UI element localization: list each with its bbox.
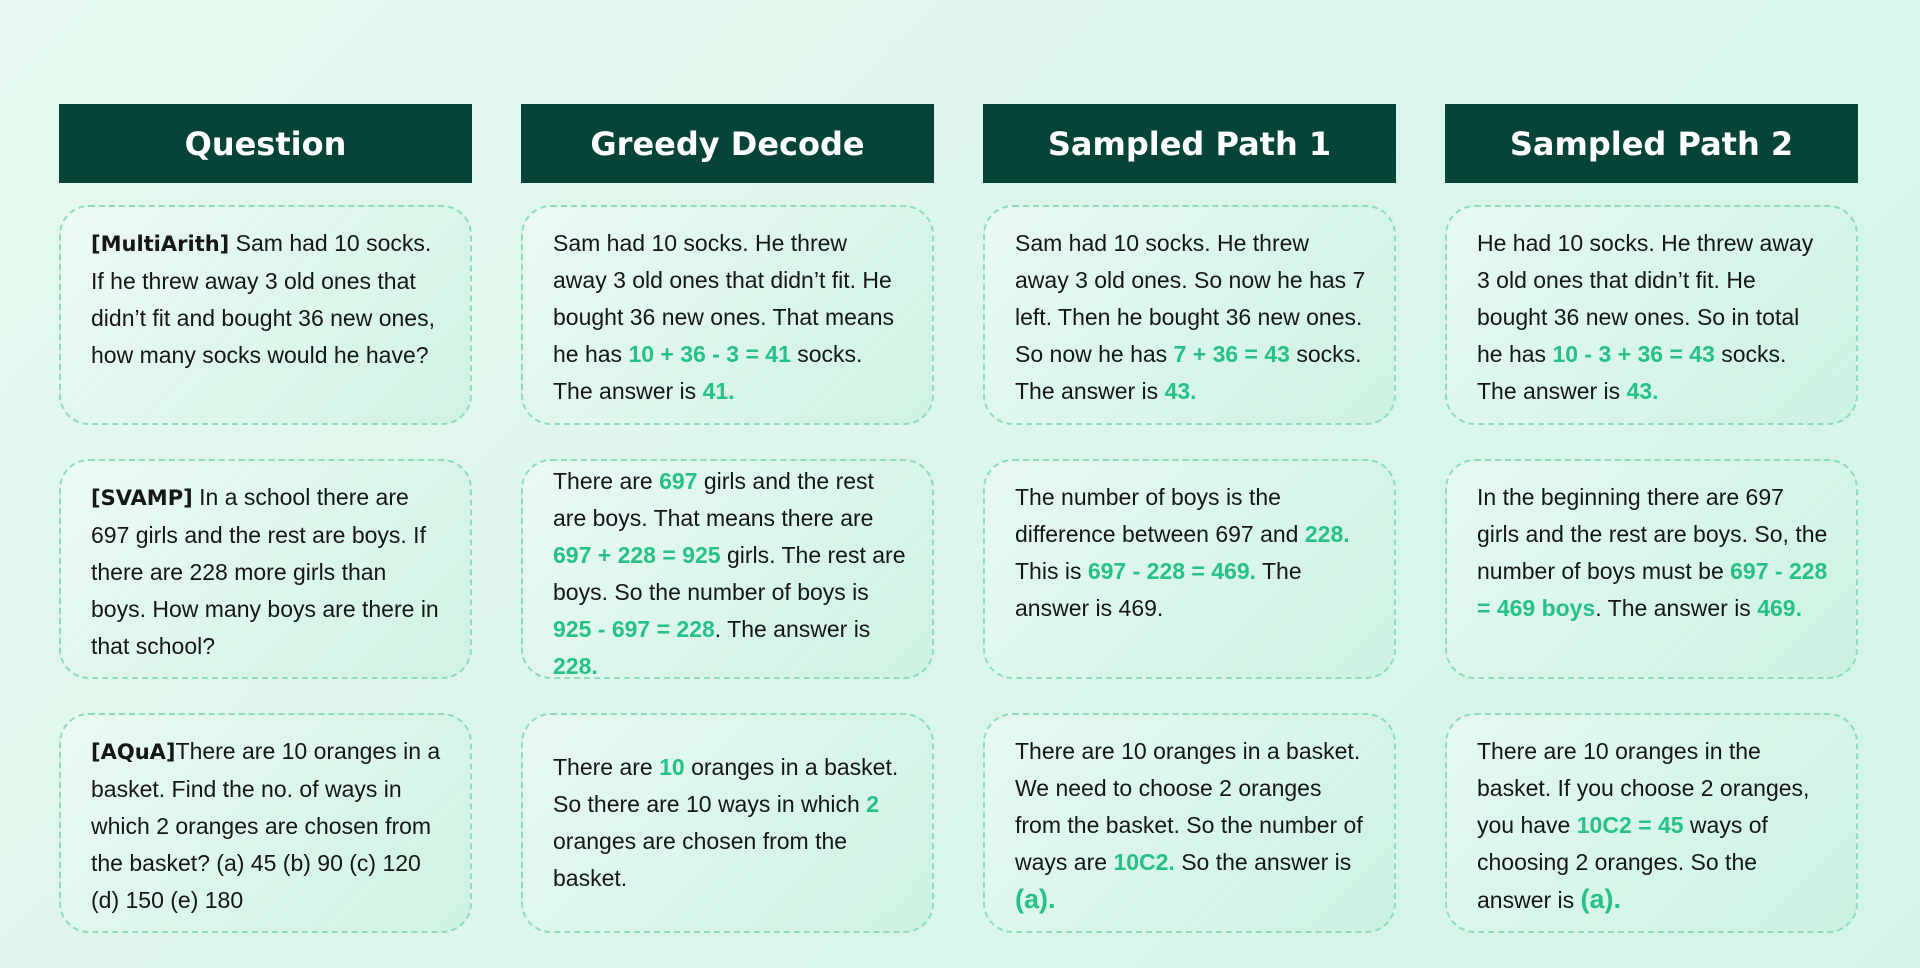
highlight-text: 228. (1304, 521, 1350, 547)
answer-text: In the beginning there are 697 girls and the rest are boys. So, the number of boys must be (1477, 484, 1828, 584)
dataset-tag: [AQuA] (91, 740, 176, 764)
answer-text: socks. The answer is (553, 341, 863, 404)
answer-text: . The answer is (1595, 595, 1758, 621)
answer-text: He had 10 socks. He threw away 3 old ones that didn’t fit. He bought 36 new ones. So in total he has (1477, 230, 1814, 367)
answer-text: socks. The answer is (1477, 341, 1787, 404)
highlight-answer: 228. (553, 653, 598, 679)
dataset-tag: [MultiArith] (91, 232, 230, 256)
highlight-text: 7 + 36 = 43 (1173, 341, 1290, 367)
answer-text: The answer is 469. (1015, 558, 1302, 621)
answer-text: socks. The answer is (1015, 341, 1362, 404)
answer-text: Sam had 10 socks. He threw away 3 old ones that didn’t fit. He bought 36 new ones. That means he has (553, 230, 894, 367)
path2-cell-multiarith (1445, 205, 1858, 425)
greedy-cell-aqua (521, 713, 934, 933)
greedy-cell-svamp (521, 459, 934, 679)
path2-cell-aqua (1445, 713, 1858, 933)
highlight-answer: (a). (1580, 884, 1622, 914)
answer-text: oranges in a basket. So there are 10 ways in which (553, 754, 899, 817)
highlight-text: 2 (866, 791, 880, 817)
header-sampled-path-1: Sampled Path 1 (983, 104, 1396, 183)
highlight-text: 697 + 228 = 925 (553, 542, 721, 568)
answer-text: The number of boys is the difference between 697 and (1015, 484, 1305, 547)
highlight-text: 10C2. (1113, 849, 1175, 875)
question-text: In a school there are 697 girls and the rest are boys. If there are 228 more girls than boys. How many boys are there in that school? (91, 484, 439, 659)
dataset-tag: [SVAMP] (91, 486, 193, 510)
highlight-text: 10 + 36 - 3 = 41 (628, 341, 791, 367)
header-sampled-path-2: Sampled Path 2 (1445, 104, 1858, 183)
path2-cell-svamp (1445, 459, 1858, 679)
answer-text: girls. The rest are boys. So the number of boys is (553, 542, 906, 605)
highlight-answer: 43. (1626, 378, 1659, 404)
highlight-text: 697 (659, 468, 698, 494)
answer-text: There are (553, 754, 660, 780)
answer-text: This is (1015, 558, 1088, 584)
path1-cell-svamp (983, 459, 1396, 679)
highlight-answer: (a). (1015, 884, 1056, 914)
answer-text: . The answer is (714, 616, 871, 642)
highlight-text: 10 - 3 + 36 = 43 (1552, 341, 1715, 367)
highlight-text: 925 - 697 = 228 (553, 616, 715, 642)
answer-text: There are 10 oranges in a basket. We need to choose 2 oranges from the basket. So the number of ways are (1015, 738, 1363, 875)
answer-text: There are 10 oranges in the basket. If you choose 2 oranges, you have (1477, 738, 1810, 838)
answer-text: girls and the rest are boys. That means there are (553, 468, 874, 531)
answer-text: Sam had 10 socks. He threw away 3 old ones. So now he has 7 left. Then he bought 36 new ones. So now he has (1015, 230, 1366, 367)
answer-text: oranges are chosen from the basket. (553, 828, 848, 891)
answer-text: ways of choosing 2 oranges. So the answer is (1477, 812, 1768, 913)
path1-cell-aqua (983, 713, 1396, 933)
highlight-text: 10 (659, 754, 685, 780)
greedy-cell-multiarith (521, 205, 934, 425)
comparison-grid (59, 104, 1858, 967)
question-text: There are 10 oranges in a basket. Find the no. of ways in which 2 oranges are chosen from the basket? (a) 45 (b) 90 (c) 120 (d) 150 (e) 180 (91, 738, 441, 913)
question-cell-multiarith (59, 205, 472, 425)
question-cell-svamp (59, 459, 472, 679)
header-greedy-decode: Greedy Decode (521, 104, 934, 183)
highlight-text: 10C2 = 45 (1576, 812, 1684, 838)
highlight-answer: 469. (1757, 595, 1802, 621)
answer-text: So the answer is (1174, 849, 1352, 875)
question-cell-aqua (59, 713, 472, 933)
path1-cell-multiarith (983, 205, 1396, 425)
header-question: Question (59, 104, 472, 183)
answer-paragraph (553, 749, 906, 897)
answer-text: There are (553, 468, 660, 494)
question-text: Sam had 10 socks. If he threw away 3 old ones that didn’t fit and bought 36 new ones, how many socks would he have? (91, 230, 435, 368)
highlight-text: 697 - 228 = 469. (1087, 558, 1257, 584)
highlight-text: 697 - 228 = 469 boys (1477, 558, 1828, 621)
highlight-answer: 43. (1164, 378, 1197, 404)
highlight-answer: 41. (702, 378, 735, 404)
